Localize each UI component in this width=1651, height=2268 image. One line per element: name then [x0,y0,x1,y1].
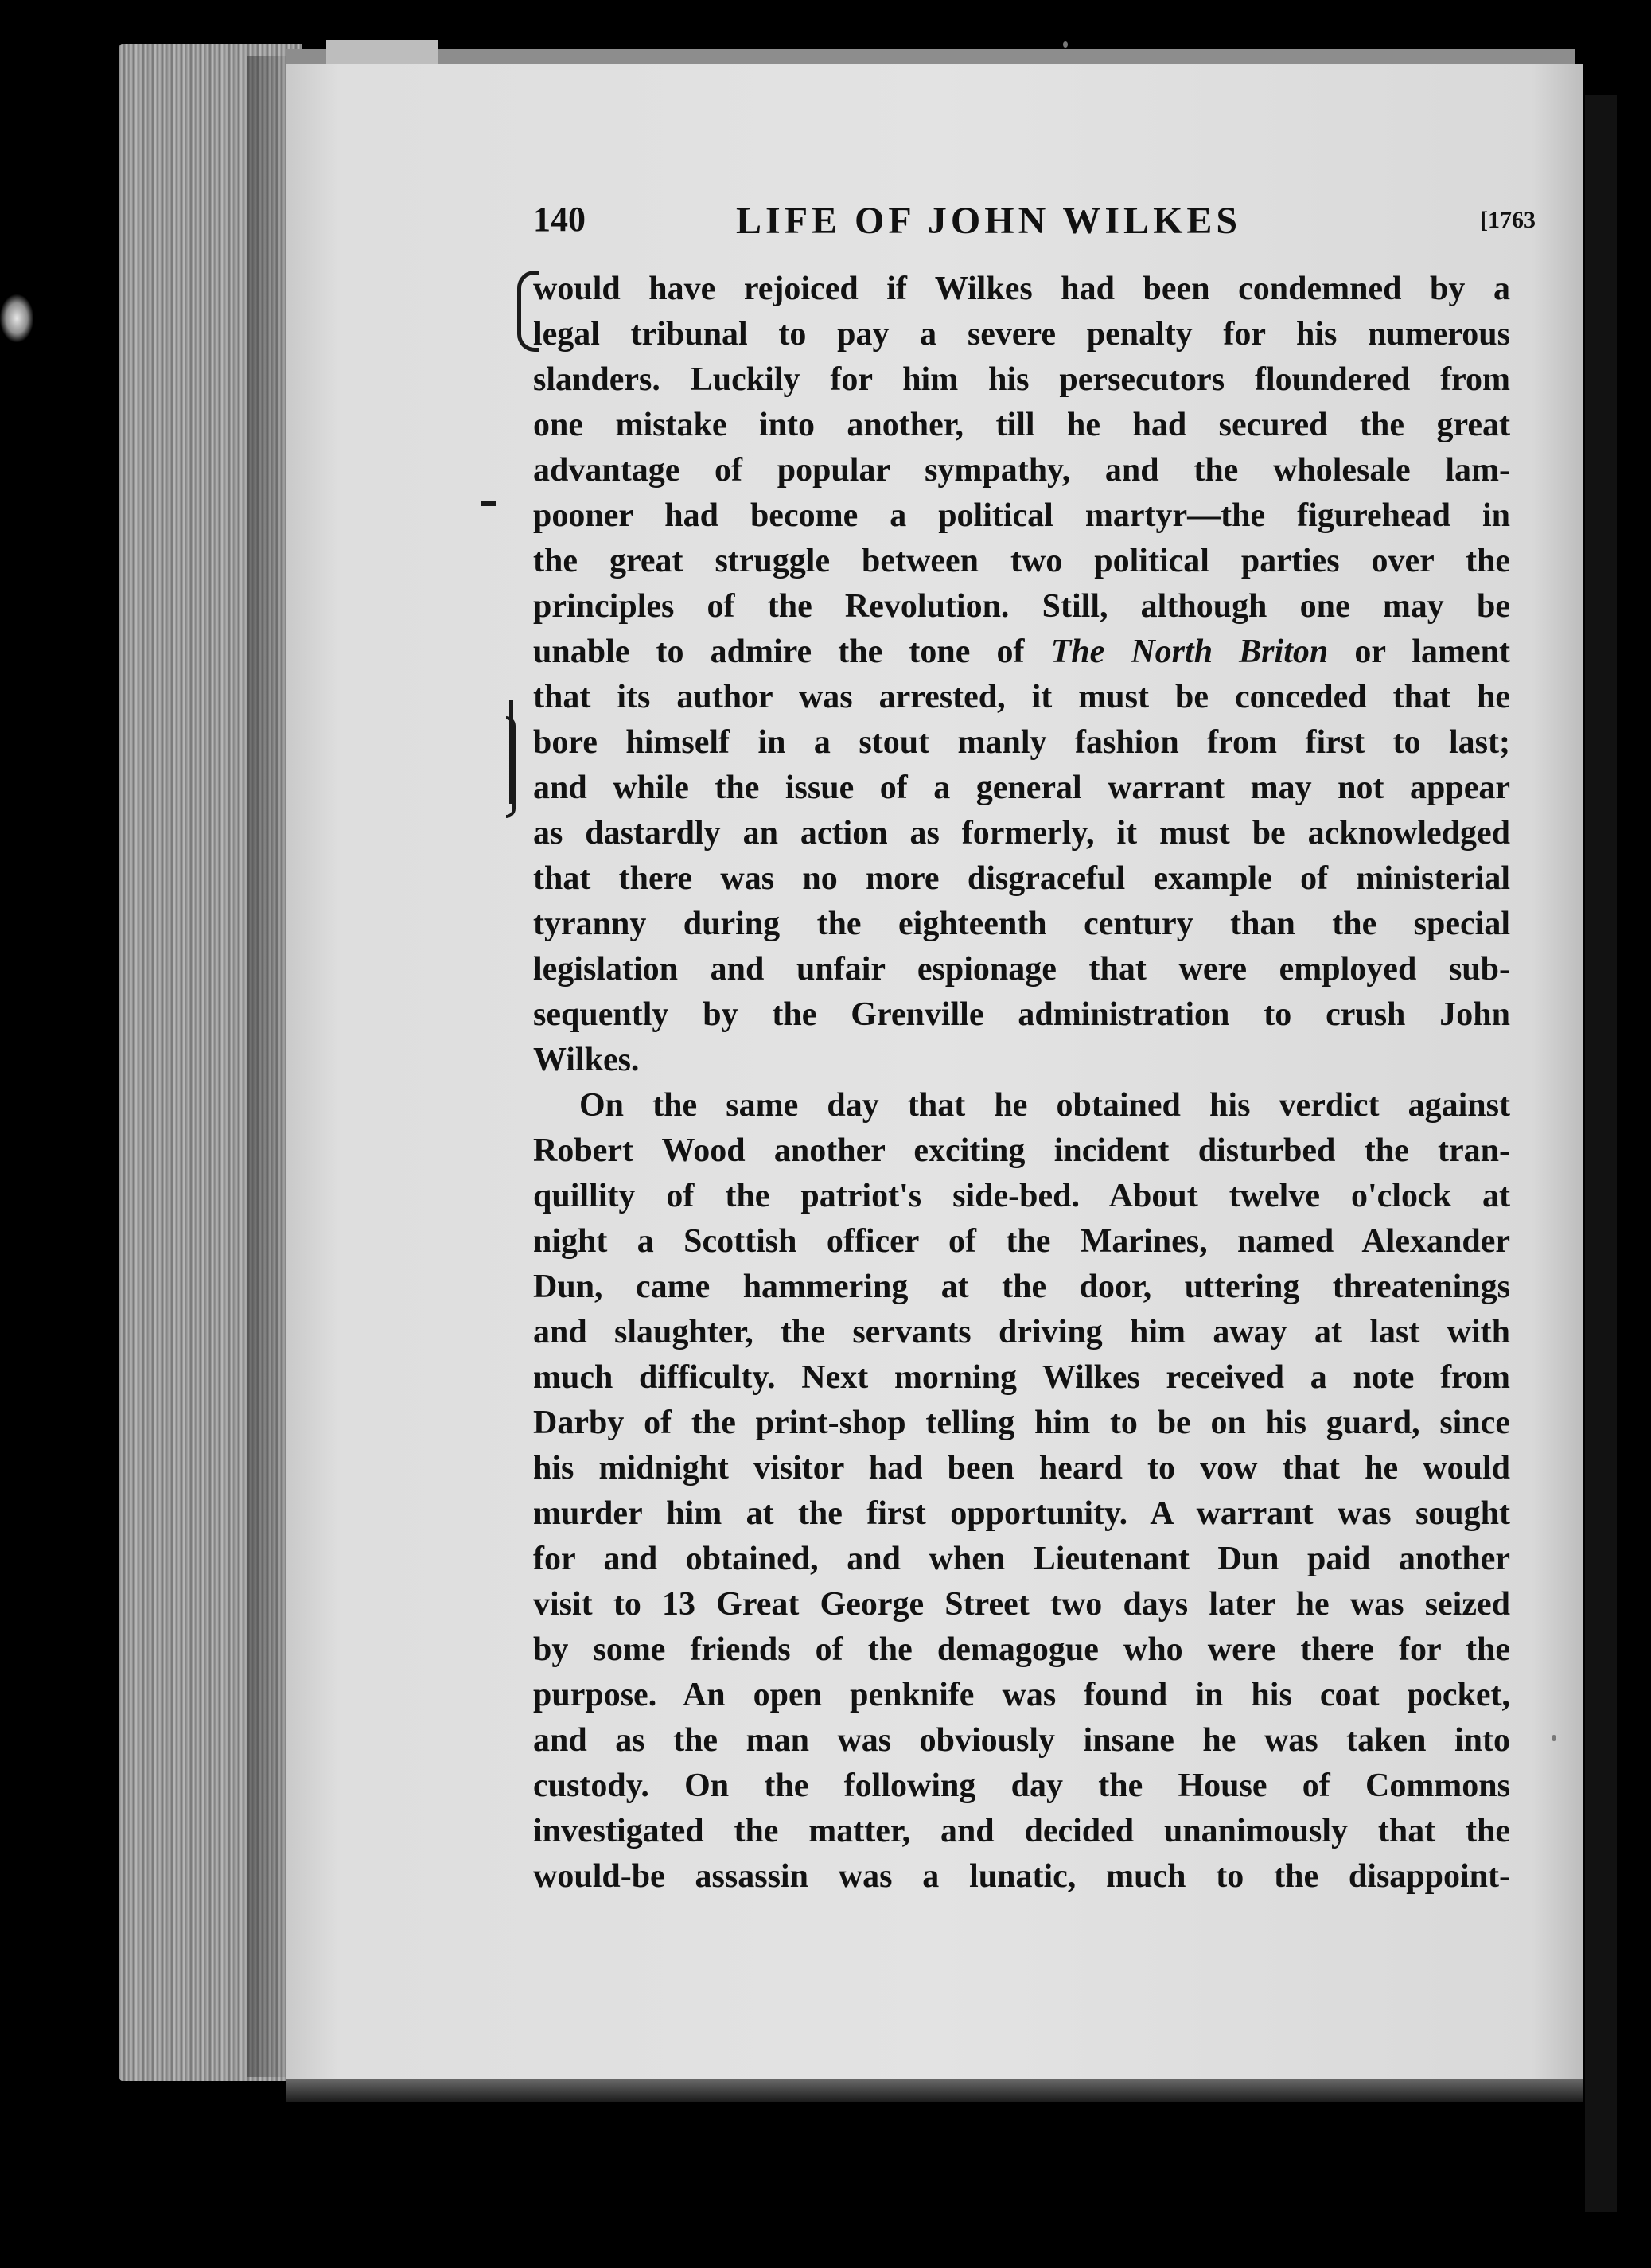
page-tab [326,40,438,67]
body-text [533,267,1510,1900]
text-line: and slaughter, the servants driving him away at last with [533,1314,1510,1350]
paper-speck [1063,41,1068,48]
text-line: night a Scottish officer of the Marines, named Alexander [533,1223,1510,1260]
text-line: custody. On the following day the House of Commons [533,1767,1510,1804]
text-line: and while the issue of a general warrant may not appear [533,770,1510,806]
running-head [533,199,1536,255]
text-line: principles of the Revolution. Still, although one may be [533,588,1510,625]
page-bottom-shadow [286,2079,1583,2102]
paragraph-1 [533,267,1510,1083]
text-line: quillity of the patriot's side-bed. About twelve o'clock at [533,1178,1510,1214]
text-line: sequently by the Grenville administration to crush John [533,996,1510,1033]
text-line: Wilkes. [533,1042,640,1078]
page-number: 140 [533,200,586,239]
text-line: murder him at the first opportunity. A warrant was sought [533,1495,1510,1532]
text-line: the great struggle between two political parties over the [533,543,1510,579]
text-line: his midnight visitor had been heard to vow that he would [533,1450,1510,1487]
text-line: bore himself in a stout manly fashion from first to last; [533,724,1510,761]
paragraph-2 [533,1083,1510,1900]
paper-speck [1552,1735,1556,1741]
text-line: as dastardly an action as formerly, it must be acknowledged [533,815,1510,851]
scan-smudge [0,294,33,342]
text-line: would-be assassin was a lunatic, much to the disappoint- [533,1858,1510,1895]
text-line: legal tribunal to pay a severe penalty for his numerous [533,316,1510,353]
periodical-title: The North Briton [1050,633,1329,670]
text-line: Dun, came hammering at the door, uttering threatenings [533,1268,1510,1305]
text-line: one mistake into another, till he had secured the great [533,407,1510,443]
text-line: unable to admire the tone of The North Briton or lament [533,633,1510,670]
text-line: tyranny during the eighteenth century than the special [533,906,1510,942]
text-line: and as the man was obviously insane he was taken into [533,1722,1510,1759]
text-line: Darby of the print-shop telling him to be on his guard, since [533,1405,1510,1441]
book-binding-edge [1585,95,1617,2212]
margin-dash-mark [481,501,496,506]
text-line: for and obtained, and when Lieutenant Dun paid another [533,1541,1510,1577]
text-line: Robert Wood another exciting incident disturbed the tran- [533,1132,1510,1169]
text-line: advantage of popular sympathy, and the wholesale lam- [533,452,1510,489]
text-line: investigated the matter, and decided unanimously that the [533,1813,1510,1849]
text-line: slanders. Luckily for him his persecutors floundered from [533,361,1510,398]
text-line: purpose. An open penknife was found in his coat pocket, [533,1677,1510,1713]
text-line: visit to 13 Great George Street two days later he was seized [533,1586,1510,1623]
text-line: that its author was arrested, it must be conceded that he [533,679,1510,715]
text-line: that there was no more disgraceful example of ministerial [533,860,1510,897]
text-line: pooner had become a political martyr—the figurehead in [533,497,1510,534]
text-line: legislation and unfair espionage that were employed sub- [533,951,1510,988]
text-line: by some friends of the demagogue who were there for the [533,1631,1510,1668]
running-year: [1763 [1480,207,1536,233]
running-title: LIFE OF JOHN WILKES [736,200,1242,242]
text-line: would have rejoiced if Wilkes had been condemned by a [533,271,1510,307]
text-line: much difficulty. Next morning Wilkes received a note from [533,1359,1510,1396]
text-line: On the same day that he obtained his verdict against [579,1087,1510,1124]
margin-paren-mark [506,716,516,818]
